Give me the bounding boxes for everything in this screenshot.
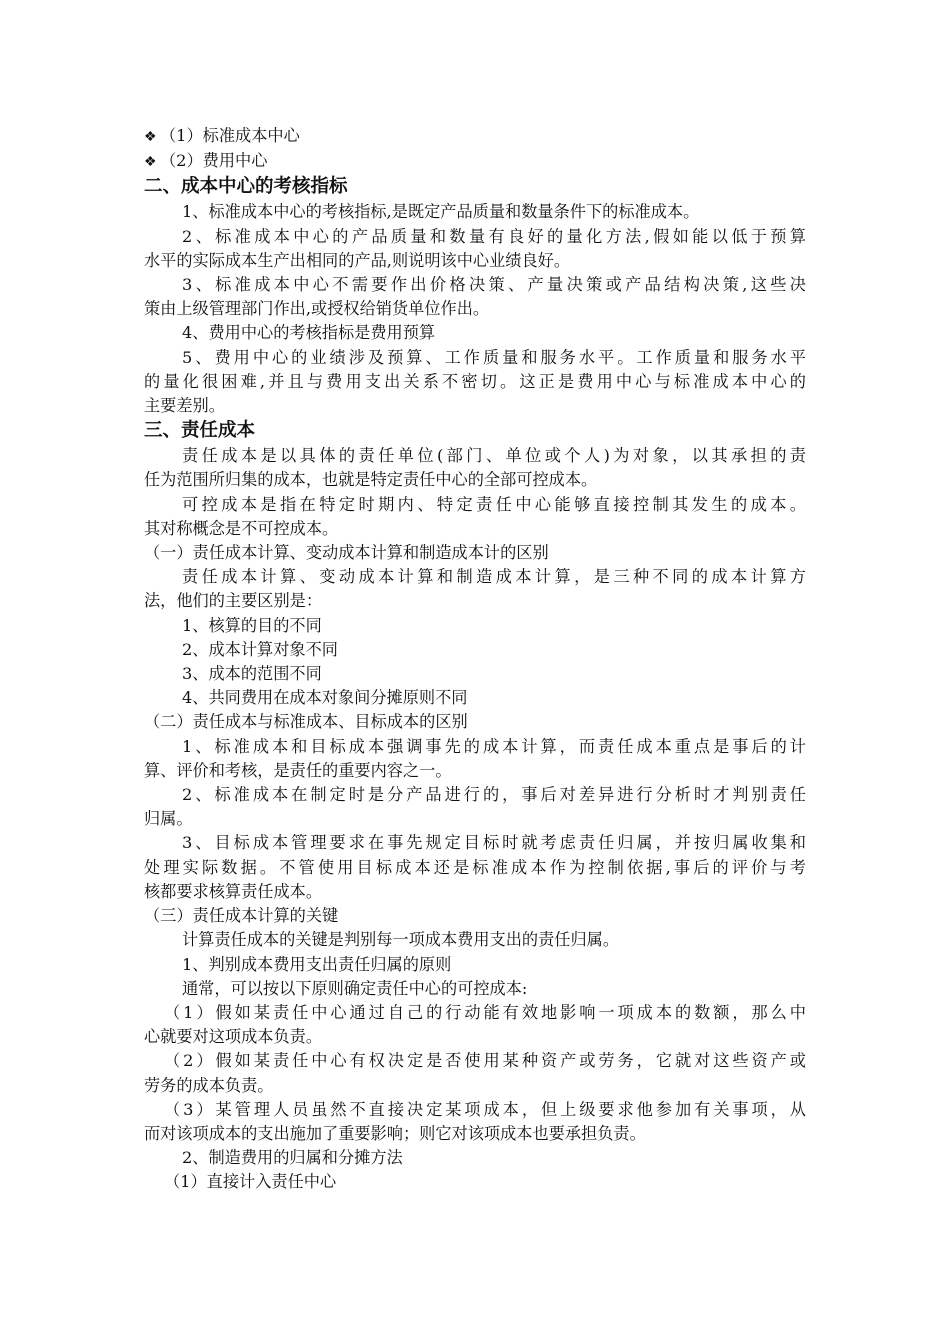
- document-page: [144, 124, 806, 1195]
- paragraph-line: 责任成本计算、变动成本计算和制造成本计算，是三种不同的成本计算方: [182, 567, 806, 587]
- paragraph-line: 责任成本是以具体的责任单位(部门、单位或个人)为对象，以其承担的责: [182, 446, 806, 466]
- paragraph-line: 1、标准成本中心的考核指标,是既定产品质量和数量条件下的标准成本。: [182, 202, 700, 222]
- subsection-heading: （二）责任成本与标准成本、目标成本的区别: [144, 712, 468, 732]
- paragraph-line: 任为范围所归集的成本，也就是特定责任中心的全部可控成本。: [144, 470, 598, 490]
- list-item: 2、成本计算对象不同: [182, 639, 338, 659]
- list-item: 3、成本的范围不同: [182, 664, 322, 684]
- paragraph-line: 1、标准成本和目标成本强调事先的成本计算，而责任成本重点是事后的计: [182, 736, 806, 756]
- paragraph-line: 法，他们的主要区别是：: [144, 591, 323, 611]
- list-item: 1、核算的目的不同: [182, 615, 322, 635]
- paragraph-line: 算、评价和考核，是责任的重要内容之一。: [144, 760, 452, 780]
- paragraph-line: 心就要对这项成本负责。: [144, 1027, 323, 1047]
- bullet-item: ❖ （1）标准成本中心: [144, 124, 806, 149]
- paragraph-line: （1）假如某责任中心通过自己的行动能有效地影响一项成本的数额，那么中: [164, 1002, 806, 1022]
- paragraph-line: 1、判别成本费用支出责任归属的原则: [182, 954, 452, 974]
- paragraph-line: 主要差别。: [144, 396, 225, 416]
- subsection-heading: （三）责任成本计算的关键: [144, 906, 339, 926]
- paragraph-line: 归属。: [144, 809, 193, 829]
- paragraph-line: 2、标准成本中心的产品质量和数量有良好的量化方法,假如能以低于预算: [182, 226, 806, 246]
- paragraph-line: 计算责任成本的关键是判别每一项成本费用支出的责任归属。: [182, 930, 620, 950]
- paragraph-line: 劳务的成本负责。: [144, 1075, 274, 1095]
- paragraph-line: 核都要求核算责任成本。: [144, 881, 323, 901]
- subsection-heading: （一）责任成本计算、变动成本计算和制造成本计的区别: [144, 543, 549, 563]
- paragraph-line: 可控成本是指在特定时期内、特定责任中心能够直接控制其发生的成本。: [182, 494, 806, 514]
- paragraph-line: 2、标准成本在制定时是分产品进行的，事后对差异进行分析时才判别责任: [182, 785, 806, 805]
- paragraph-line: （1）直接计入责任中心: [164, 1172, 337, 1192]
- paragraph-line: 3、目标成本管理要求在事先规定目标时就考虑责任归属，并按归属收集和: [182, 833, 806, 853]
- paragraph-line: 5、费用中心的业绩涉及预算、工作质量和服务水平。工作质量和服务水平: [182, 347, 806, 367]
- paragraph-line: 3、标准成本中心不需要作出价格决策、产量决策或产品结构决策,这些决: [182, 275, 806, 295]
- section-heading: 二、成本中心的考核指标: [144, 176, 348, 198]
- paragraph-line: 水平的实际成本生产出相同的产品,则说明该中心业绩良好。: [144, 250, 571, 270]
- paragraph-line: 2、制造费用的归属和分摊方法: [182, 1148, 403, 1168]
- paragraph-line: 的量化很困难,并且与费用支出关系不密切。这正是费用中心与标准成本中心的: [144, 371, 806, 391]
- paragraph-line: 其对称概念是不可控成本。: [144, 518, 339, 538]
- paragraph-line: （3）某管理人员虽然不直接决定某项成本，但上级要求他参加有关事项，从: [164, 1099, 806, 1119]
- paragraph-line: 4、费用中心的考核指标是费用预算: [182, 323, 436, 343]
- bullet-item: ❖ （2）费用中心: [144, 149, 806, 174]
- paragraph-line: 策由上级管理部门作出,或授权给销货单位作出。: [144, 299, 490, 319]
- paragraph-line: 通常，可以按以下原则确定责任中心的可控成本:: [182, 978, 528, 998]
- section-heading: 三、责任成本: [144, 420, 256, 442]
- diamond-bullet-icon: ❖: [144, 154, 157, 171]
- paragraph-line: 处理实际数据。不管使用目标成本还是标准成本作为控制依据,事后的评价与考: [144, 857, 806, 877]
- paragraph-line: （2）假如某责任中心有权决定是否使用某种资产或劳务，它就对这些资产或: [164, 1051, 806, 1071]
- list-item: 4、共同费用在成本对象间分摊原则不同: [182, 688, 468, 708]
- diamond-bullet-icon: ❖: [144, 129, 157, 145]
- paragraph-line: 而对该项成本的支出施加了重要影响；则它对该项成本也要承担负责。: [144, 1123, 646, 1143]
